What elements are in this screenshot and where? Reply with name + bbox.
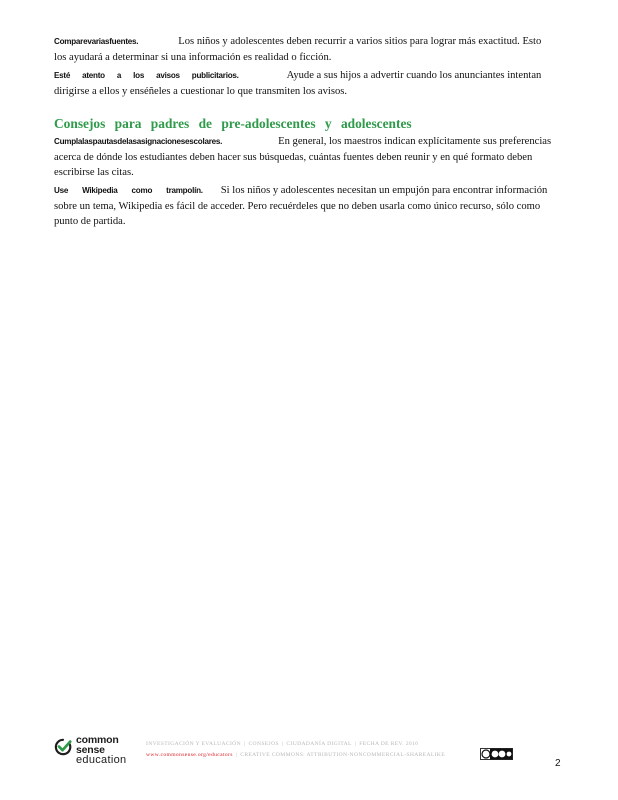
footer-category: CONSEJOS <box>248 741 279 747</box>
logo-word-education: education <box>76 754 127 766</box>
common-sense-education-logo <box>54 736 134 770</box>
tip-compare-sources <box>54 34 554 65</box>
logo-word-common: common <box>76 734 119 746</box>
checkmark-logo-icon <box>54 738 72 756</box>
footer-revision-date: FECHA DE REV. 2016 <box>359 741 419 747</box>
tip-follow-guidelines <box>54 134 554 181</box>
footer-category: INVESTIGACIÓN Y EVALUACIÓN <box>146 741 241 747</box>
tip-text: En general, los maestros indican explícitamente sus preferencias acerca de dónde los estudiantes deben hacer sus búsquedas, cuántas fuentes deben reunir y en qué formato deben escribirse las citas. <box>54 136 552 179</box>
footer-category: CIUDADANÍA DIGITAL <box>286 741 352 747</box>
footer-links: www.commonsense.org/educators | CREATIVE COMMONS: ATTRIBUTION-NONCOMMERCIAL-SHAREALIKE <box>146 752 445 758</box>
page-number: 2 <box>555 758 561 769</box>
tip-wikipedia <box>54 183 554 230</box>
educators-link[interactable]: www.commonsense.org/educators <box>146 752 233 758</box>
footer-categories: INVESTIGACIÓN Y EVALUACIÓN | CONSEJOS | CIUDADANÍA DIGITAL | FECHA DE REV. 2016 <box>146 741 419 747</box>
tip-lead: Esté atento a los avisos publicitarios. <box>54 71 239 80</box>
logo-word-sense: sense <box>76 743 105 756</box>
tip-lead: Cumplalaspautasdelasasignacionesescolares. <box>54 137 223 146</box>
creative-commons-badge-icon <box>480 748 513 760</box>
tip-text: Ayude a sus hijos a advertir cuando los anunciantes intentan dirigirse a ellos y enséñeles a cuestionar lo que transmiten los avisos. <box>54 70 542 97</box>
tip-lead: Use Wikipedia como trampolín. <box>54 186 203 195</box>
tip-lead: Comparevariasfuentes. <box>54 37 139 46</box>
tip-text: Los niños y adolescentes deben recurrir a varios sitios para lograr más exactitud. Esto los ayudará a determinar si una información es realidad o ficción. <box>54 36 542 63</box>
tip-watch-ads <box>54 68 554 99</box>
section-heading: Consejos para padres de pre-adolescentes y adolescentes <box>54 116 412 131</box>
tip-text: Si los niños y adolescentes necesitan un empujón para encontrar información sobre un tema, Wikipedia es fácil de acceder. Pero recuérdeles que no deben usarla como único recurso, sólo como punto de partida. <box>54 185 548 228</box>
license-text: CREATIVE COMMONS: ATTRIBUTION-NONCOMMERCIAL-SHAREALIKE <box>240 752 445 758</box>
